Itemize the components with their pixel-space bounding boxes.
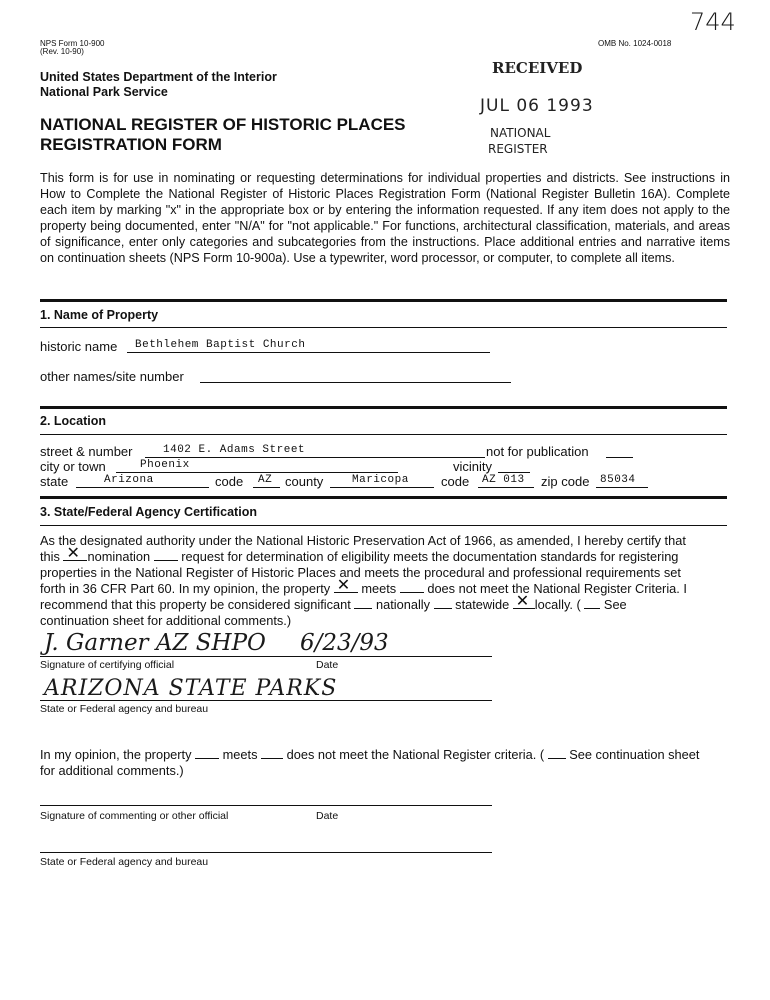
nationally-checkbox[interactable] [354, 597, 372, 609]
section1-heading: 1. Name of Property [40, 308, 159, 322]
county-code-label: code [441, 474, 470, 489]
nomination-checkbox[interactable] [63, 543, 87, 562]
certification-line5-a: recommend that this property be considered significant [40, 597, 351, 612]
received-stamp: RECEIVED [492, 59, 583, 77]
certification-line4 [40, 575, 687, 596]
section-divider [40, 327, 727, 328]
form-title-line2: REGISTRATION FORM [40, 135, 222, 154]
state-code-label: code [215, 474, 244, 489]
request-checkbox[interactable] [154, 549, 178, 561]
form-revision: (Rev. 10-90) [40, 47, 84, 56]
certification-line4-a: forth in 36 CFR Part 60. In my opinion, the property [40, 581, 331, 596]
not-for-publication-label: not for publication [486, 444, 589, 459]
zip-code-value: 85034 [600, 474, 636, 486]
state-field[interactable] [76, 473, 209, 488]
street-field[interactable] [145, 443, 485, 458]
section-divider [40, 299, 727, 302]
certifying-signature-date: 6/23/93 [300, 630, 389, 656]
opinion-line1 [40, 747, 699, 762]
certifying-signature: J. Garner AZ SHPO [44, 630, 266, 656]
stamp-national: NATIONAL [490, 126, 551, 140]
street-label: street & number [40, 444, 133, 459]
other-names-field[interactable] [200, 368, 511, 383]
historic-name-label: historic name [40, 339, 118, 354]
certification-locally: locally. ( [534, 597, 581, 612]
not-for-publication-field[interactable] [606, 443, 633, 458]
county-label: county [285, 474, 324, 489]
instructions-paragraph: This form is for use in nominating or requesting determinations for individual properties and districts. See instructions in How to Complete the National Register of Historic Places Registration Form (National Register Bulletin 16A). Complete each item by marking "x" in the appropriate box or by entering the information requested. If any item does not apply to the property being documented, enter "N/A" for "not applicable." For functions, architectural classification, materials, and areas of significance, enter only categories and subcategories from the instructions. Place additional entries and narrative items on continuation sheets (NPS Form 10-900a). Use a typewriter, word processor, or computer, to complete all items. [40, 171, 730, 265]
signature-line[interactable] [40, 656, 492, 657]
commenting-date-label: Date [316, 810, 339, 822]
commenting-signature-line[interactable] [40, 805, 492, 806]
street-value: 1402 E. Adams Street [163, 444, 306, 456]
county-field[interactable] [330, 473, 434, 488]
zip-code-label: zip code [541, 474, 590, 489]
certification-nationally: nationally [375, 597, 431, 612]
opinion-line2: for additional comments.) [40, 763, 184, 778]
county-value: Maricopa [352, 474, 409, 486]
zip-code-field[interactable] [596, 473, 648, 488]
certification-meets: meets [361, 581, 397, 596]
received-date-stamp: JUL 06 1993 [480, 96, 594, 116]
x-mark-icon: ✕ [66, 543, 80, 562]
opinion-b: does not meet the National Register criteria. ( [286, 747, 545, 762]
form-title-line1: NATIONAL REGISTER OF HISTORIC PLACES [40, 115, 406, 134]
certification-line2 [40, 543, 679, 564]
certification-line3: properties in the National Register of Historic Places and meets the procedural and professional requirements set [40, 565, 681, 580]
vicinity-field[interactable] [498, 458, 530, 473]
continuation-checkbox[interactable] [584, 597, 600, 609]
section3-heading: 3. State/Federal Agency Certification [40, 505, 257, 519]
state-code-field[interactable] [253, 473, 280, 488]
state-value: Arizona [104, 474, 154, 486]
certification-statewide: statewide [455, 597, 510, 612]
city-value: Phoenix [140, 459, 190, 471]
section-divider [40, 434, 727, 435]
locally-checkbox[interactable] [513, 591, 535, 610]
meets-checkbox[interactable] [334, 575, 358, 594]
agency2-label: State or Federal agency and bureau [40, 856, 209, 868]
service-name: National Park Service [40, 85, 168, 99]
state-code-value: AZ [258, 474, 273, 486]
agency2-line[interactable] [40, 852, 492, 853]
x-mark-icon: ✕ [336, 575, 351, 594]
omb-number: OMB No. 1024-0018 [598, 39, 672, 48]
certification-line6: continuation sheet for additional comments.) [40, 613, 292, 628]
agency-line[interactable] [40, 700, 492, 701]
certification-this: this [40, 549, 60, 564]
opinion-meets: meets [222, 747, 258, 762]
county-code-value: AZ 013 [482, 474, 525, 486]
signature-label: Signature of certifying official [40, 659, 175, 671]
x-mark-icon: ✕ [515, 591, 530, 610]
opinion-meets-checkbox[interactable] [195, 747, 219, 759]
certification-line2-rest: request for determination of eligibility meets the documentation standards for registering [181, 549, 679, 564]
historic-name-value: Bethlehem Baptist Church [135, 339, 306, 351]
county-code-field[interactable] [478, 473, 534, 488]
corner-note: 744 [690, 8, 736, 36]
department-name: United States Department of the Interior [40, 70, 277, 84]
statewide-checkbox[interactable] [434, 597, 452, 609]
agency-handwritten: ARIZONA STATE PARKS [44, 676, 338, 701]
section-divider [40, 496, 727, 499]
certification-nomination: nomination [87, 549, 151, 564]
certification-line5 [40, 591, 627, 612]
opinion-a: In my opinion, the property [40, 747, 192, 762]
certification-see: See [603, 597, 627, 612]
historic-name-field[interactable] [127, 338, 490, 353]
state-label: state [40, 474, 69, 489]
vicinity-label: vicinity [453, 459, 493, 474]
section-divider [40, 525, 727, 526]
form-number: NPS Form 10-900 [40, 39, 105, 48]
signature-date-label: Date [316, 659, 339, 671]
section2-heading: 2. Location [40, 414, 106, 428]
section-divider [40, 406, 727, 409]
stamp-register: REGISTER [488, 142, 548, 156]
other-names-label: other names/site number [40, 369, 184, 384]
agency-label: State or Federal agency and bureau [40, 703, 209, 715]
does-not-meet-checkbox[interactable] [400, 581, 424, 593]
opinion-does-not-meet-checkbox[interactable] [261, 747, 283, 759]
opinion-c: See continuation sheet [569, 747, 700, 762]
city-field[interactable] [116, 458, 398, 473]
certification-line1: As the designated authority under the National Historic Preservation Act of 1966, as amended, I hereby certify that [40, 533, 686, 548]
commenting-signature-label: Signature of commenting or other official [40, 810, 229, 822]
certification-line4-b: does not meet the National Register Criteria. I [427, 581, 687, 596]
city-label: city or town [40, 459, 106, 474]
opinion-continuation-checkbox[interactable] [548, 747, 566, 759]
